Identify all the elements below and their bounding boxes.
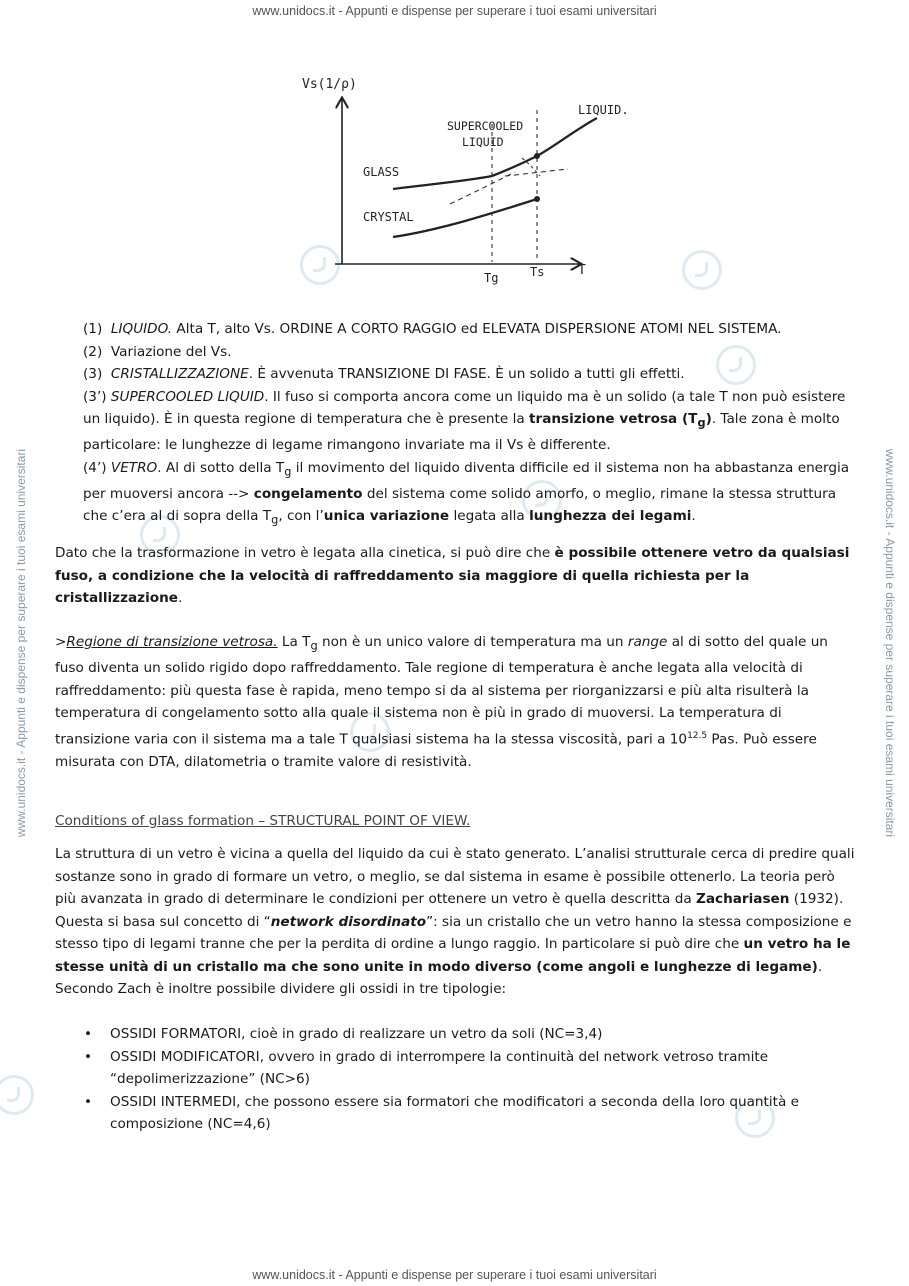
label-glass: GLASS: [363, 165, 400, 179]
volume-temperature-figure: [290, 64, 629, 296]
phase-3b-text-2: . Tale zona è molto particolare: le lunghezze di legame rimangono invariate ma il Vs è differente.: [83, 411, 840, 454]
glass-curve: [393, 176, 492, 189]
phase-3-number: (3): [83, 366, 103, 382]
list-item: • OSSIDI INTERMEDI, che possono essere sia formatori che modificatori a seconda della loro quantità e composizione (NC=4,6): [110, 1091, 858, 1136]
crystallization-point: [534, 196, 540, 202]
zach-paragraph: Secondo Zach è inoltre possibile dividere gli ossidi in tre tipologie:: [55, 981, 507, 997]
watermark-logo-icon: [0, 1075, 34, 1115]
label-crystal: CRYSTAL: [363, 210, 414, 224]
vs-vs-t-diagram: [290, 64, 629, 296]
oxide-types-list: [110, 1023, 858, 1136]
phase-3b-text: . Il fuso si comporta ancora come un liquido ma è un solido (a tale T non può esistere un liquido). È in questa regione di temperatura che è presente la: [83, 388, 846, 427]
phase-3b-title: SUPERCOOLED LIQUID: [110, 388, 265, 405]
structure-paragraph: La struttura di un vetro è vicina a quella del liquido da cui è stato generato. L’analisi strutturale cerca di predire quali sostanze sono in grado di formare un vetro, o meglio, se dal sistema in esame è possibile ottenerlo. La teoria però più avanzata in grado di determinare le condizioni per ottenere un vetro è quella descritta da Zachariasen (1932). Questa si basa sul concetto di “network disordinato”: sia un cristallo che un vetro hanno la stessa composizione e stesso tipo di legami tranne che per la perdita di ordine a lungo raggio. In particolare si può dire che un vetro ha le stesse unità di un cristallo ma che sono unite in modo diverso (come angoli e lunghezze di legame). Secondo Zach è inoltre possibile dividere gli ossidi in tre tipologie:: [55, 846, 855, 997]
phase-list: (1) LIQUIDO. Alta T, alto Vs. ORDINE A CORTO RAGGIO ed ELEVATA DISPERSIONE ATOMI NEL SISTEMA. (2) Variazione del Vs. (3) CRISTALLIZZAZIONE. È avvenuta TRANSIZIONE DI FASE. È un solido a tutti gli effetti. (3’) SUPERCOOLED LIQUID. Il fuso si comporta ancora come un liquido ma è un solido (a tale T non può esistere un liquido). È in questa regione di temperatura che è presente la transizione vetrosa $(T_g)$. Tale zona è molto particolare: le lunghezze di legame rimangono invariate ma il Vs è differente. (4’) VETRO. Al di sotto della $T_g$ il movimento del liquido diventa difficile ed il sistema non ha abbastanza energia per muoversi ancora --> congelamento del sistema come solido amorfo, o meglio, rimane la stessa struttura che c’era al di sopra della $T_g$, con l’unica variazione legata alla lunghezza dei legami.: [83, 321, 850, 528]
side-watermark-right: www.unidocs.it - Appunti e dispense per superare i tuoi esami universitari: [883, 448, 897, 838]
glass-transition-term: transizione vetrosa $(T_g)$: [529, 411, 712, 430]
transition-region-paragraph: >Regione di transizione vetrosa. La $T_g$ non è un unico valore di temperatura ma un range al di sotto del quale un fuso diventa un solido rigido dopo raffreddamento. Tale regione di temperatura è anche legata alla velocità di raffreddamento: più questa fase è rapida, meno tempo si da al sistema per riorganizzarsi e più alta risulterà la temperatura di congelamento sotto alla quale il sistema non è più in grado di muoversi. La temperatura di transizione varia con il sistema ma a tale T qualsiasi sistema ha la stessa viscosità, pari a $10^{12.5}$ Pas. Può essere misurata con DTA, dilatometria o tramite valore di resistività.: [55, 634, 828, 770]
melting-point: [534, 153, 540, 159]
phase-1-number: (1): [83, 321, 103, 337]
phase-4-number: (4’): [83, 459, 107, 476]
kinetics-paragraph: Dato che la trasformazione in vetro è legata alla cinetica, si può dire che è possibile ottenere vetro da qualsiasi fuso, a condizione che la velocità di raffreddamento sia maggiore di quella richiesta per la cristallizzazione.: [55, 545, 850, 606]
list-item: • OSSIDI MODIFICATORI, ovvero in grado di interrompere la continuità del network vetroso tramite “depolimerizzazione” (NC>6): [110, 1046, 858, 1091]
section-title: Conditions of glass formation – STRUCTURAL POINT OF VIEW.: [55, 813, 471, 829]
phase-1-title: LIQUIDO.: [110, 321, 173, 337]
phase-4-title: VETRO: [110, 459, 158, 476]
page-footer: www.unidocs.it - Appunti e dispense per superare i tuoi esami universitari: [252, 1268, 657, 1282]
page-header: www.unidocs.it - Appunti e dispense per superare i tuoi esami universitari: [252, 4, 657, 18]
phase-2-number: (2): [83, 343, 103, 360]
y-axis-label: Vs(1/ρ): [302, 77, 357, 92]
phase-2-text: Variazione del Vs.: [110, 343, 232, 360]
x-axis-label: T: [578, 263, 586, 278]
phase-3-text: . È avvenuta TRANSIZIONE DI FASE. È un solido a tutti gli effetti.: [248, 366, 685, 382]
label-liquid: LIQUID.: [578, 103, 629, 117]
label-tg: Tg: [484, 271, 499, 285]
label-supercooled-2: LIQUID: [462, 135, 504, 149]
phase-3b-number: (3’): [83, 388, 107, 405]
list-item: • OSSIDI FORMATORI, cioè in grado di realizzare un vetro da soli (NC=3,4): [110, 1023, 858, 1046]
label-supercooled-1: SUPERCOOLED: [447, 119, 524, 133]
crystal-curve: [393, 199, 537, 237]
side-watermark-left: www.unidocs.it - Appunti e dispense per superare i tuoi esami universitari: [14, 448, 28, 838]
watermark-logo-icon: [682, 250, 722, 290]
congelamento-term: congelamento: [253, 485, 363, 502]
phase-1-text: Alta T, alto Vs. ORDINE A CORTO RAGGIO ed ELEVATA DISPERSIONE ATOMI NEL SISTEMA.: [172, 321, 782, 337]
label-ts: Ts: [530, 265, 545, 279]
transition-region-title: Regione di transizione vetrosa.: [66, 634, 278, 650]
phase-3-title: CRISTALLIZZAZIONE: [110, 366, 249, 382]
